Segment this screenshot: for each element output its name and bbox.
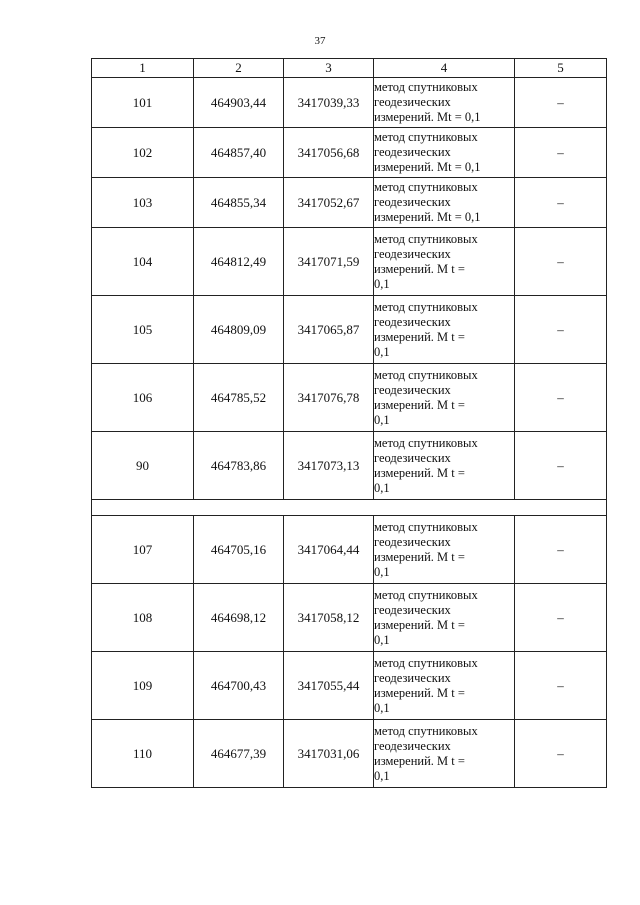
y-coordinate: 3417076,78 [284,364,374,432]
method-description: метод спутниковых геодезических измерений. M t = 0,1 [374,584,515,652]
point-number: 104 [92,228,194,296]
x-coordinate: 464855,34 [194,178,284,228]
y-coordinate: 3417055,44 [284,652,374,720]
method-description: метод спутниковых геодезических измерений. M t = 0,1 [374,516,515,584]
table-row [92,432,607,500]
point-number: 90 [92,432,194,500]
note-cell: – [515,584,607,652]
point-number: 101 [92,78,194,128]
method-description: метод спутниковых геодезических измерений. M t = 0,1 [374,720,515,788]
header-cell-1: 1 [92,59,194,78]
method-description: метод спутниковых геодезических измерений. M t = 0,1 [374,228,515,296]
method-description: метод спутниковых геодезических измерений. M t = 0,1 [374,652,515,720]
y-coordinate: 3417031,06 [284,720,374,788]
y-coordinate: 3417058,12 [284,584,374,652]
method-description: метод спутниковых геодезических измерений. Mt = 0,1 [374,78,515,128]
table-row [92,296,607,364]
point-number: 106 [92,364,194,432]
y-coordinate: 3417064,44 [284,516,374,584]
method-description: метод спутниковых геодезических измерений. M t = 0,1 [374,364,515,432]
table-row [92,584,607,652]
header-cell-2: 2 [194,59,284,78]
header-cell-3: 3 [284,59,374,78]
x-coordinate: 464698,12 [194,584,284,652]
table-row [92,652,607,720]
x-coordinate: 464903,44 [194,78,284,128]
x-coordinate: 464700,43 [194,652,284,720]
method-description: метод спутниковых геодезических измерений. Mt = 0,1 [374,178,515,228]
x-coordinate: 464809,09 [194,296,284,364]
point-number: 110 [92,720,194,788]
note-cell: – [515,432,607,500]
note-cell: – [515,178,607,228]
method-description: метод спутниковых геодезических измерений. M t = 0,1 [374,296,515,364]
point-number: 107 [92,516,194,584]
note-cell: – [515,78,607,128]
method-description: метод спутниковых геодезических измерений. M t = 0,1 [374,432,515,500]
header-cell-4: 4 [374,59,515,78]
x-coordinate: 464857,40 [194,128,284,178]
y-coordinate: 3417056,68 [284,128,374,178]
table-row [92,228,607,296]
page-number: 37 [314,35,326,47]
note-cell: – [515,228,607,296]
note-cell: – [515,128,607,178]
header-cell-5: 5 [515,59,607,78]
separator-cell [92,500,607,516]
x-coordinate: 464705,16 [194,516,284,584]
point-number: 102 [92,128,194,178]
coordinates-table [91,58,607,788]
note-cell: – [515,516,607,584]
x-coordinate: 464677,39 [194,720,284,788]
note-cell: – [515,652,607,720]
separator-row [92,500,607,516]
note-cell: – [515,296,607,364]
method-description: метод спутниковых геодезических измерений. Mt = 0,1 [374,128,515,178]
point-number: 103 [92,178,194,228]
y-coordinate: 3417039,33 [284,78,374,128]
table-row [92,516,607,584]
x-coordinate: 464812,49 [194,228,284,296]
x-coordinate: 464783,86 [194,432,284,500]
table-row [92,720,607,788]
y-coordinate: 3417073,13 [284,432,374,500]
y-coordinate: 3417065,87 [284,296,374,364]
y-coordinate: 3417052,67 [284,178,374,228]
table-row [92,128,607,178]
y-coordinate: 3417071,59 [284,228,374,296]
note-cell: – [515,720,607,788]
header-row [92,59,607,78]
note-cell: – [515,364,607,432]
table-row [92,178,607,228]
point-number: 109 [92,652,194,720]
table-row [92,78,607,128]
table-row [92,364,607,432]
x-coordinate: 464785,52 [194,364,284,432]
point-number: 108 [92,584,194,652]
point-number: 105 [92,296,194,364]
